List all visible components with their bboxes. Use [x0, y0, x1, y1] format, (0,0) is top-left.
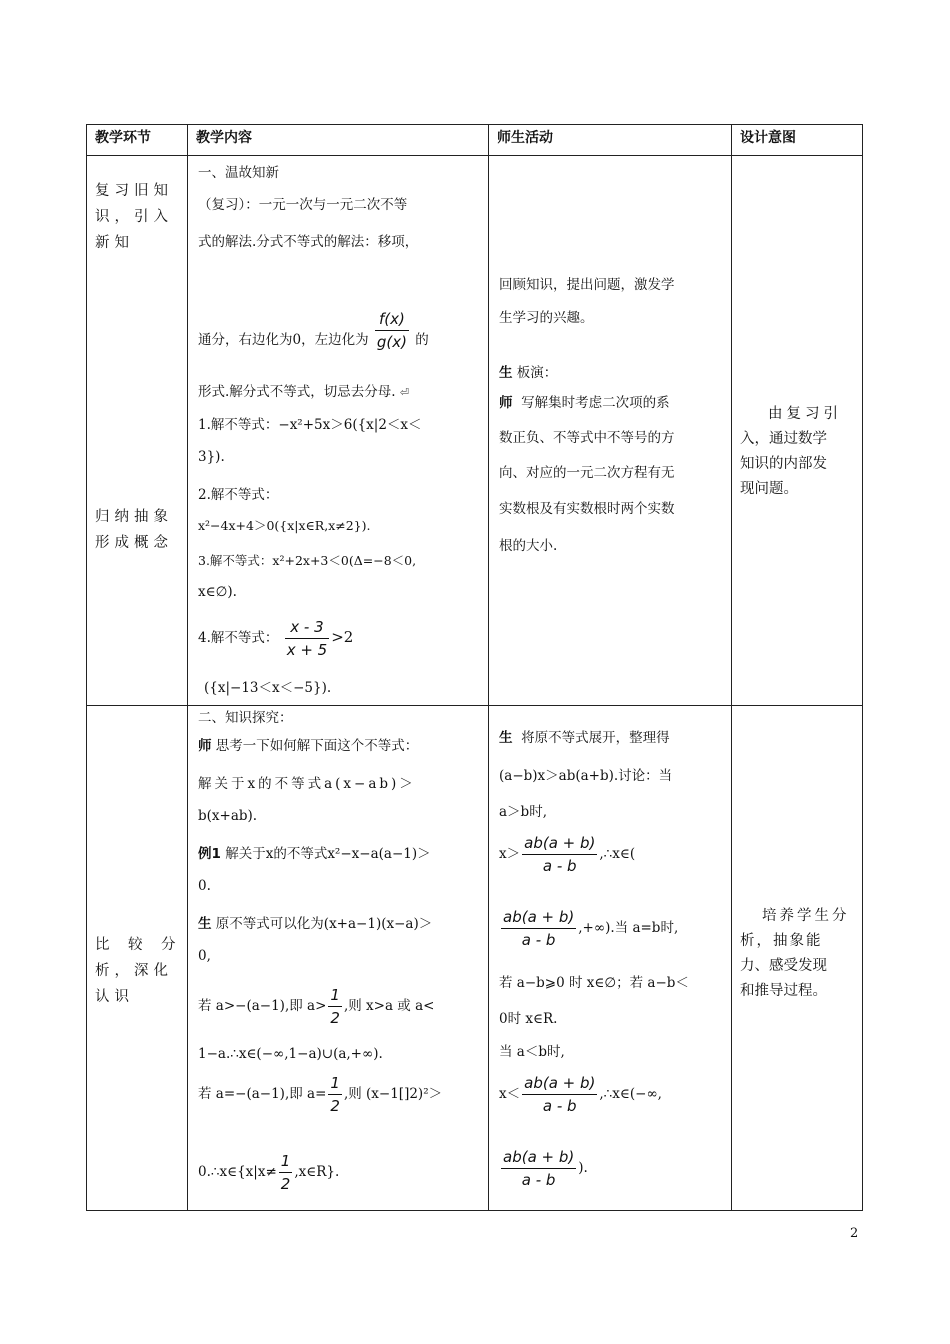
header-intent: 设计意图: [732, 125, 863, 156]
intent-cell: [732, 156, 863, 706]
text-line: 若 a−b⩾0 时 x∈∅；若 a−b＜: [499, 975, 689, 991]
text-line: ({x|−13＜x＜−5}).: [204, 680, 332, 696]
text-line: 2.解不等式：: [198, 487, 279, 503]
text-line: 生 板演：: [499, 365, 558, 381]
text-line: 若 a>−(a−1),即 a> $\frac{1}{2}$ ,则 x>a 或 a<: [198, 986, 435, 1027]
intent-text: 由复习引 入，通过数学 知识的内部发 现问题。: [740, 406, 842, 497]
text-line: 生 原不等式可以化为(x+a−1)(x−a)＞: [198, 916, 433, 932]
text-line: 实数根及有实数根时两个实数: [499, 501, 675, 517]
text-line: 根的大小.: [499, 538, 558, 554]
content-cell: [188, 706, 489, 1211]
text-line: x＜ $\frac{ab(a + b)}{a - b}$ ,∴x∈(−∞,: [499, 1074, 662, 1115]
activity-cell: [489, 156, 732, 706]
text-line: 师 思考一下如何解下面这个不等式：: [198, 738, 419, 754]
text-line: b(x+ab).: [198, 808, 258, 824]
section-title: 二、知识探究：: [198, 710, 293, 726]
fraction: $\frac{1}{2}$: [280, 1152, 291, 1193]
header-content: 教学内容: [188, 125, 489, 156]
text-line: 4.解不等式： $\frac{x - 3}{x + 5}$ >2: [198, 618, 354, 659]
stage-label: 复习旧知 识，引入 新知: [95, 183, 173, 251]
text-line: x²−4x+4＞0({x|x∈R,x≠2}).: [198, 518, 371, 533]
section-title: 一、温故知新: [198, 165, 279, 181]
text-line: 数正负、不等式中不等号的方: [499, 430, 675, 446]
text-line: 3.解不等式：x²+2x+3＜0(Δ=−8＜0,: [198, 553, 417, 568]
stage-cell: [87, 706, 188, 1211]
header-stage: 教学环节: [87, 125, 188, 156]
text-line: 解关于x的不等式a(x−ab)＞: [198, 776, 416, 792]
table-row: [87, 706, 863, 1211]
fraction: $\frac{1}{2}$: [330, 1074, 340, 1115]
stage-label: 比 较 分 析，深化 认识: [95, 937, 178, 1005]
fraction: $\frac{ab(a + b)}{a - b}$: [503, 1148, 575, 1189]
lesson-plan-table: [86, 124, 863, 1211]
fraction: $\frac{1}{2}$: [330, 986, 340, 1027]
fraction: $\frac{ab(a + b)}{a - b}$: [503, 908, 575, 949]
header-activity: 师生活动: [489, 125, 732, 156]
text-line: 0,: [198, 948, 211, 964]
text-line: x∈∅).: [198, 584, 237, 600]
table-row: [87, 156, 863, 706]
text-line: 当 a＜b时,: [499, 1044, 565, 1060]
text-line: (a−b)x＞ab(a+b).讨论：当: [499, 768, 673, 784]
text-line: 若 a=−(a−1),即 a= $\frac{1}{2}$ ,则 (x−1[]2)²＞: [198, 1074, 443, 1115]
fraction: $\frac{f(x)}{g(x)}$: [376, 310, 407, 351]
intent-text: 培养学生分 析，抽象能 力、感受发现 和推导过程。: [740, 908, 850, 999]
text-line: 生学习的兴趣。: [499, 310, 594, 326]
fraction: $\frac{ab(a + b)}{a - b}$: [524, 1074, 596, 1115]
text-line: 生 将原不等式展开，整理得: [499, 730, 670, 746]
text-line: 0.∴x∈{x|x≠ $\frac{1}{2}$ ,x∈R}.: [198, 1152, 340, 1193]
intent-cell: [732, 706, 863, 1211]
fraction: $\frac{x - 3}{x + 5}$: [286, 618, 328, 659]
text-line: 回顾知识，提出问题，激发学: [499, 277, 675, 293]
text-line: 通分，右边化为0，左边化为 $\frac{f(x)}{g(x)}$ 的: [198, 310, 429, 351]
text-line: a＞b时,: [499, 804, 547, 820]
content-cell: [188, 156, 489, 706]
header-row: [87, 125, 863, 156]
text-line: x＞ $\frac{ab(a + b)}{a - b}$ ,∴x∈(: [499, 834, 636, 875]
text-line: 式的解法.分式不等式的解法：移项，: [198, 234, 419, 250]
stage-cell: [87, 156, 188, 706]
text-line: 3}).: [198, 449, 225, 465]
stage-label: 归纳抽象 形成概念: [95, 509, 173, 551]
activity-cell: [489, 706, 732, 1211]
page-number: 2: [850, 1226, 859, 1241]
text-line: 向、对应的一元二次方程有无: [499, 465, 675, 481]
text-line: $\frac{ab(a + b)}{a - b}$ ).: [503, 1148, 588, 1189]
text-line: 1.解不等式：−x²+5x＞6({x|2＜x＜: [198, 417, 422, 433]
text-line: 1−a.∴x∈(−∞,1−a)∪(a,+∞).: [198, 1046, 383, 1062]
text-line: 形式.解分式不等式，切忌去分母. ⏎: [198, 384, 410, 400]
text-line: 师 写解集时考虑二次项的系: [499, 395, 670, 411]
text-line: 0.: [198, 878, 211, 894]
text-line: 例1 解关于x的不等式x²−x−a(a−1)＞: [198, 846, 431, 862]
text-line: 0时 x∈R.: [499, 1011, 558, 1027]
text-line: $\frac{ab(a + b)}{a - b}$ ,+∞).当 a=b时,: [503, 908, 679, 949]
text-line: （复习）：一元一次与一元二次不等: [198, 197, 408, 213]
fraction: $\frac{ab(a + b)}{a - b}$: [524, 834, 596, 875]
